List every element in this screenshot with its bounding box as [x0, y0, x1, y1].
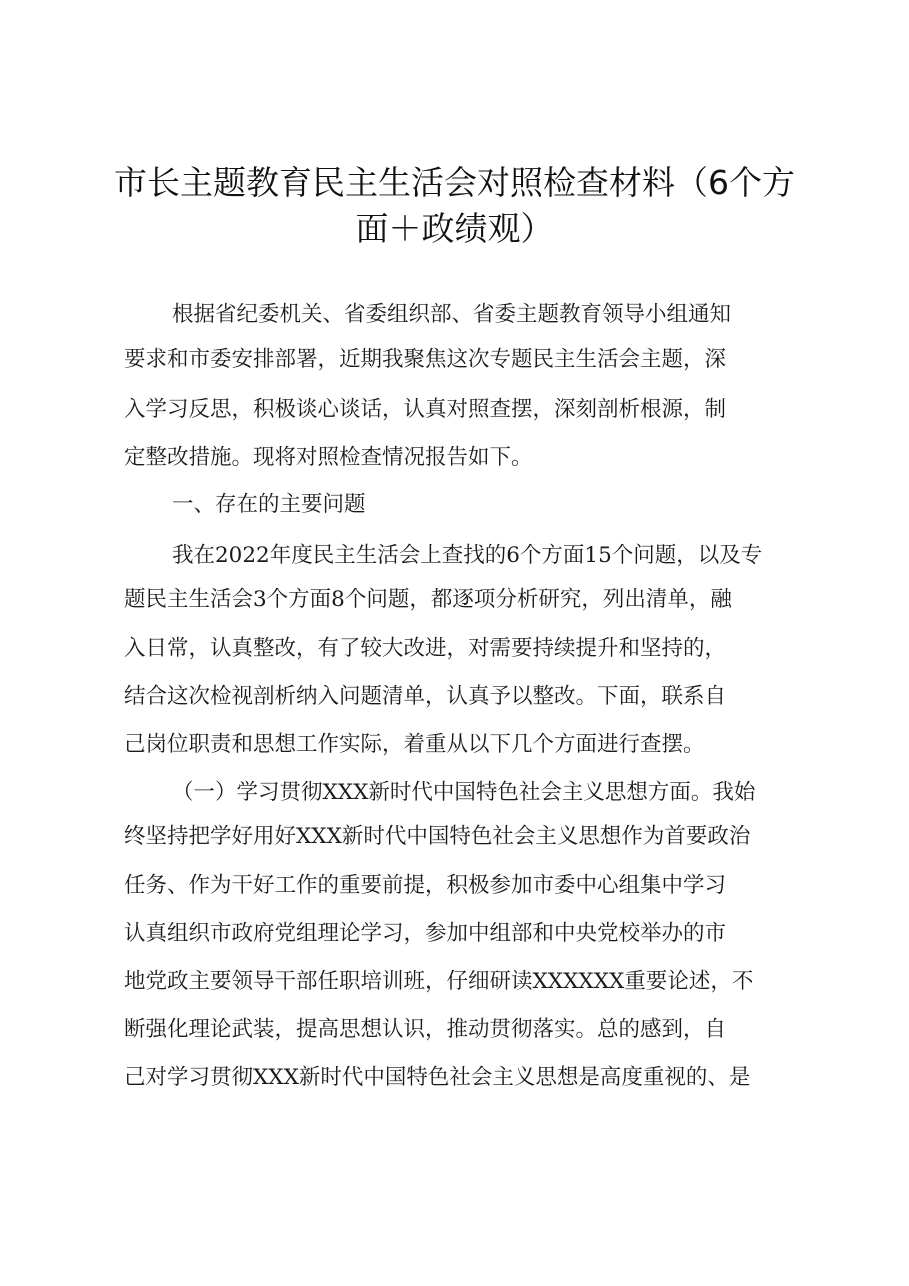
paragraph-line: 己对学习贯彻XXX新时代中国特色社会主义思想是高度重视的、是 [124, 1065, 751, 1090]
paragraph-line: 根据省纪委机关、省委组织部、省委主题教育领导小组通知 [172, 302, 732, 327]
paragraph-line: 要求和市委安排部署，近期我聚焦这次专题民主生活会主题，深 [124, 347, 727, 372]
paragraph-line: 地党政主要领导干部任职培训班，仔细研读XXXXXX重要论述，不 [124, 969, 754, 994]
section-heading-text: 一、存在的主要问题 [172, 492, 366, 517]
intro-paragraph [124, 296, 818, 482]
paragraph-line: 认真组织市政府党组理论学习，参加中组部和中央党校举办的市 [124, 921, 727, 946]
paragraph-line: 己岗位职责和思想工作实际，着重从以下几个方面进行查摆。 [124, 732, 705, 757]
paragraph-line: 断强化理论武装，提高思想认识，推动贯彻落实。总的感到，自 [124, 1017, 727, 1042]
section-heading [124, 487, 818, 523]
document-title [90, 160, 819, 252]
title-line-2: 面＋政绩观） [355, 209, 554, 248]
paragraph-line: 任务、作为干好工作的重要前提，积极参加市委中心组集中学习 [124, 873, 727, 898]
paragraph-line: 入学习反思，积极谈心谈话，认真对照查摆，深刻剖析根源，制 [124, 397, 727, 422]
paragraph-line: （一）学习贯彻XXX新时代中国特色社会主义思想方面。我始 [172, 780, 756, 805]
paragraph-line: 入日常，认真整改，有了较大改进，对需要持续提升和坚持的， [124, 636, 727, 661]
paragraph-line: 定整改措施。现将对照检查情况报告如下。 [124, 445, 533, 470]
problems-intro-paragraph [124, 537, 818, 769]
paragraph-line: 终坚持把学好用好XXX新时代中国特色社会主义思想作为首要政治 [124, 824, 751, 849]
paragraph-line: 我在2022年度民主生活会上查找的6个方面15个问题，以及专 [172, 543, 763, 568]
title-line-1: 市长主题教育民主生活会对照检查材料（6个方 [114, 163, 795, 202]
paragraph-line: 结合这次检视剖析纳入问题清单，认真予以整改。下面，联系自 [124, 684, 727, 709]
study-section-paragraph [124, 774, 818, 1102]
paragraph-line: 题民主生活会3个方面8个问题，都逐项分析研究，列出清单，融 [124, 587, 732, 612]
